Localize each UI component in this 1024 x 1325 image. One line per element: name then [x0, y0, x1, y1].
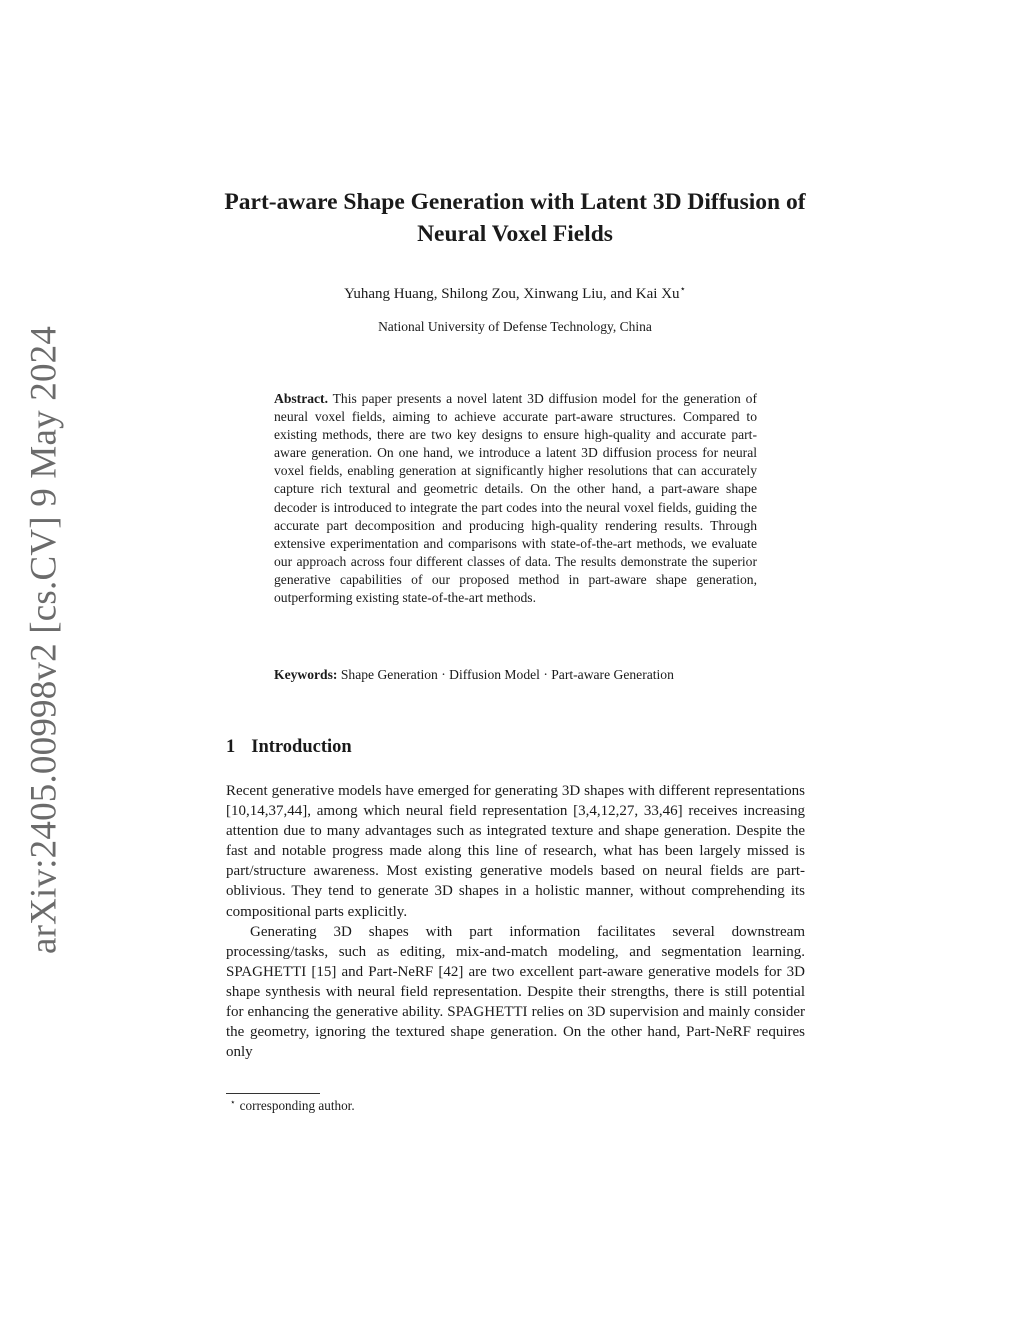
keywords-label: Keywords: — [274, 667, 338, 682]
section-number: 1 — [226, 737, 236, 757]
footnote — [230, 1097, 355, 1114]
corresponding-author-mark: ⋆ — [679, 284, 686, 295]
abstract-block — [274, 390, 757, 607]
abstract-label: Abstract. — [274, 391, 328, 406]
abstract-text: This paper presents a novel latent 3D diffusion model for the generation of neural voxel fields, aiming to achieve accurate part-aware structures. Compared to existing methods, there are two key designs to ensure high-quality and accurate part-aware generation. On one hand, we introduce a latent 3D diffusion process for neural voxel fields, enabling generation at significantly higher resolutions that can accurately capture rich textural and geometric details. On the other hand, a part-aware shape decoder is introduced to integrate the part codes into the neural voxel fields, guiding the accurate part decomposition and producing high-quality rendering results. Through extensive experimentation and comparisons with state-of-the-art methods, we evaluate our approach across four different classes of data. The results demonstrate the superior generative capabilities of our proposed method in part-aware shape generation, outperforming existing state-of-the-art methods. — [274, 391, 757, 606]
keywords-block — [274, 666, 757, 684]
paragraph: Generating 3D shapes with part information facilitates several downstream processing/tasks, such as editing, mix-and-match modeling, and segmentation learning. SPAGHETTI [15] and Part-NeRF [42] are two excellent part-aware generative models for 3D shape synthesis with neural field representation. Despite their strengths, there is still potential for enhancing the generative ability. SPAGHETTI relies on 3D supervision and mainly consider the geometry, ignoring the textured shape generation. On the other hand, Part-NeRF requires only — [226, 923, 805, 1061]
affiliation: National University of Defense Technology, China — [378, 319, 652, 334]
author-list — [220, 284, 810, 303]
author-names: Yuhang Huang, Shilong Zou, Xinwang Liu, and Kai Xu — [344, 286, 680, 302]
paper-title: Part-aware Shape Generation with Latent 3D Diffusion of Neural Voxel Fields — [224, 189, 806, 247]
section-title: Introduction — [251, 737, 352, 757]
paragraph: Recent generative models have emerged for generating 3D shapes with different representations [10,14,37,44], among which neural field representation [3,4,12,27, 33,46] receives increasing attention due to many advantages such as integrated texture and shape generation. Despite the fast and notable progress made along this line of research, what has been largely missed is part/structure awareness. Most existing generative models based on neural fields are part-oblivious. They tend to generate 3D shapes in a holistic manner, without comprehending its compositional parts explicitly. — [226, 783, 805, 920]
footnote-divider — [226, 1093, 320, 1094]
introduction-body — [226, 781, 805, 1062]
keywords-text: Shape Generation · Diffusion Model · Part-aware Generation — [340, 667, 674, 682]
section-heading-introduction — [226, 737, 352, 758]
footnote-text: corresponding author. — [239, 1098, 355, 1113]
arxiv-identifier-stamp: arXiv:2405.00998v2 [cs.CV] 9 May 2024 — [23, 325, 65, 955]
footnote-mark: ⋆ — [230, 1097, 236, 1107]
